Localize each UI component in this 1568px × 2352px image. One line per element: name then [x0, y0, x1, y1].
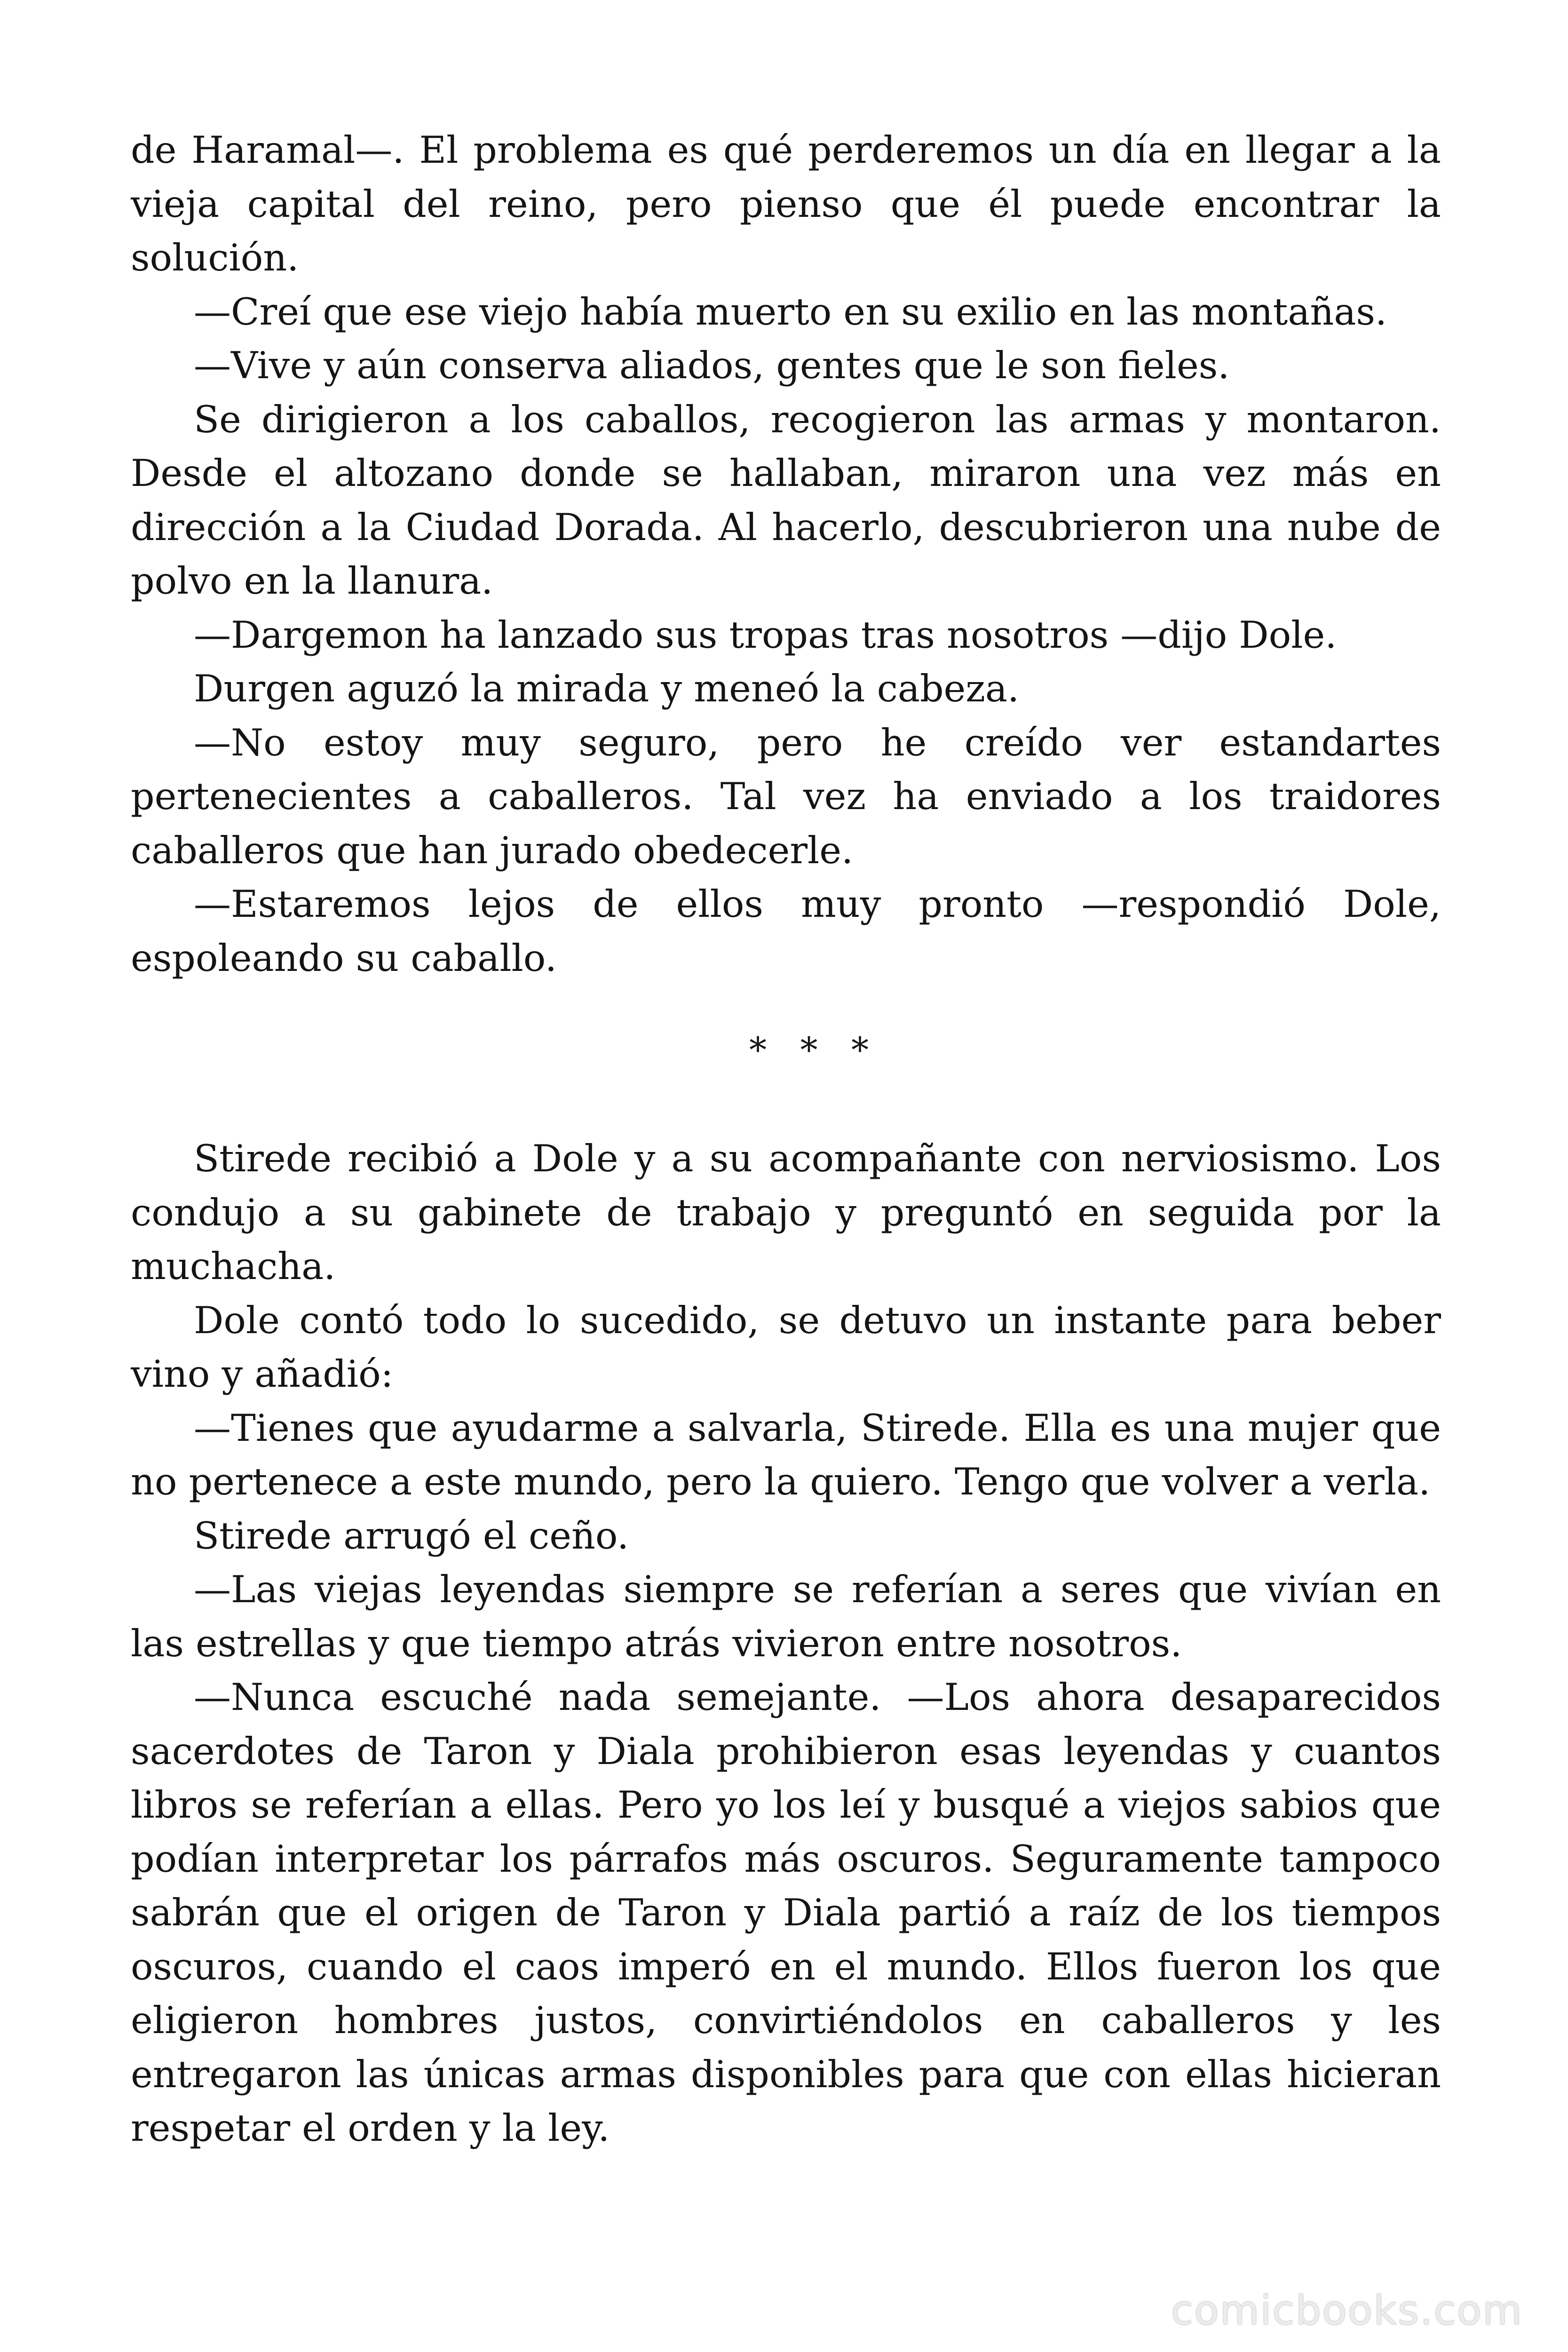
paragraph: —Tienes que ayudarme a salvarla, Stirede. Ella es una mujer que no pertenece a este mundo, pero la quiero. Tengo que volver a verla.: [131, 1406, 1441, 1503]
paragraph: —Vive y aún conserva aliados, gentes que le son fieles.: [194, 344, 1230, 387]
text-section-1: [131, 123, 1441, 985]
watermark: comicbooks.com: [1171, 2287, 1523, 2334]
paragraph: Durgen aguzó la mirada y meneó la cabeza.: [194, 667, 1020, 710]
text-section-2: [131, 1132, 1441, 2155]
paragraph: —No estoy muy seguro, pero he creído ver estandartes pertenecientes a caballeros. Tal vez ha enviado a los traidores caballeros que han jurado obedecerle.: [131, 721, 1441, 872]
paragraph: —Dargemon ha lanzado sus tropas tras nosotros —dijo Dole.: [194, 613, 1337, 657]
paragraph: —Creí que ese viejo había muerto en su exilio en las montañas.: [194, 290, 1387, 334]
paragraph: Se dirigieron a los caballos, recogieron las armas y montaron. Desde el altozano donde se hallaban, miraron una vez más en dirección a la Ciudad Dorada. Al hacerlo, descubrieron una nube de polvo en la llanura.: [131, 397, 1441, 603]
paragraph: —Las viejas leyendas siempre se referían a seres que vivían en las estrellas y que tiempo atrás vivieron entre nosotros.: [131, 1568, 1441, 1665]
section-separator: * * *: [749, 1030, 880, 1071]
paragraph: Dole contó todo lo sucedido, se detuvo un instante para beber vino y añadió:: [131, 1298, 1441, 1396]
paragraph: de Haramal—. El problema es qué perderemos un día en llegar a la vieja capital del reino, pero pienso que él puede encontrar la solución.: [131, 128, 1441, 279]
paragraph: Stirede arrugó el ceño.: [194, 1514, 629, 1557]
paragraph: Stirede recibió a Dole y a su acompañante con nerviosismo. Los condujo a su gabinete de trabajo y preguntó en seguida por la muchacha.: [131, 1137, 1441, 1288]
paragraph: —Nunca escuché nada semejante. —Los ahora desaparecidos sacerdotes de Taron y Diala prohibieron esas leyendas y cuantos libros se referían a ellas. Pero yo los leí y busqué a viejos sabios que podían interpretar los párrafos más oscuros. Seguramente tampoco sabrán que el origen de Taron y Diala partió a raíz de los tiempos oscuros, cuando el caos imperó en el mundo. Ellos fueron los que eligieron hombres justos, convirtiéndolos en caballeros y les entregaron las únicas armas disponibles para que con ellas hicieran respetar el orden y la ley.: [131, 1676, 1441, 2150]
paragraph: —Estaremos lejos de ellos muy pronto —respondió Dole, espoleando su caballo.: [131, 882, 1441, 980]
